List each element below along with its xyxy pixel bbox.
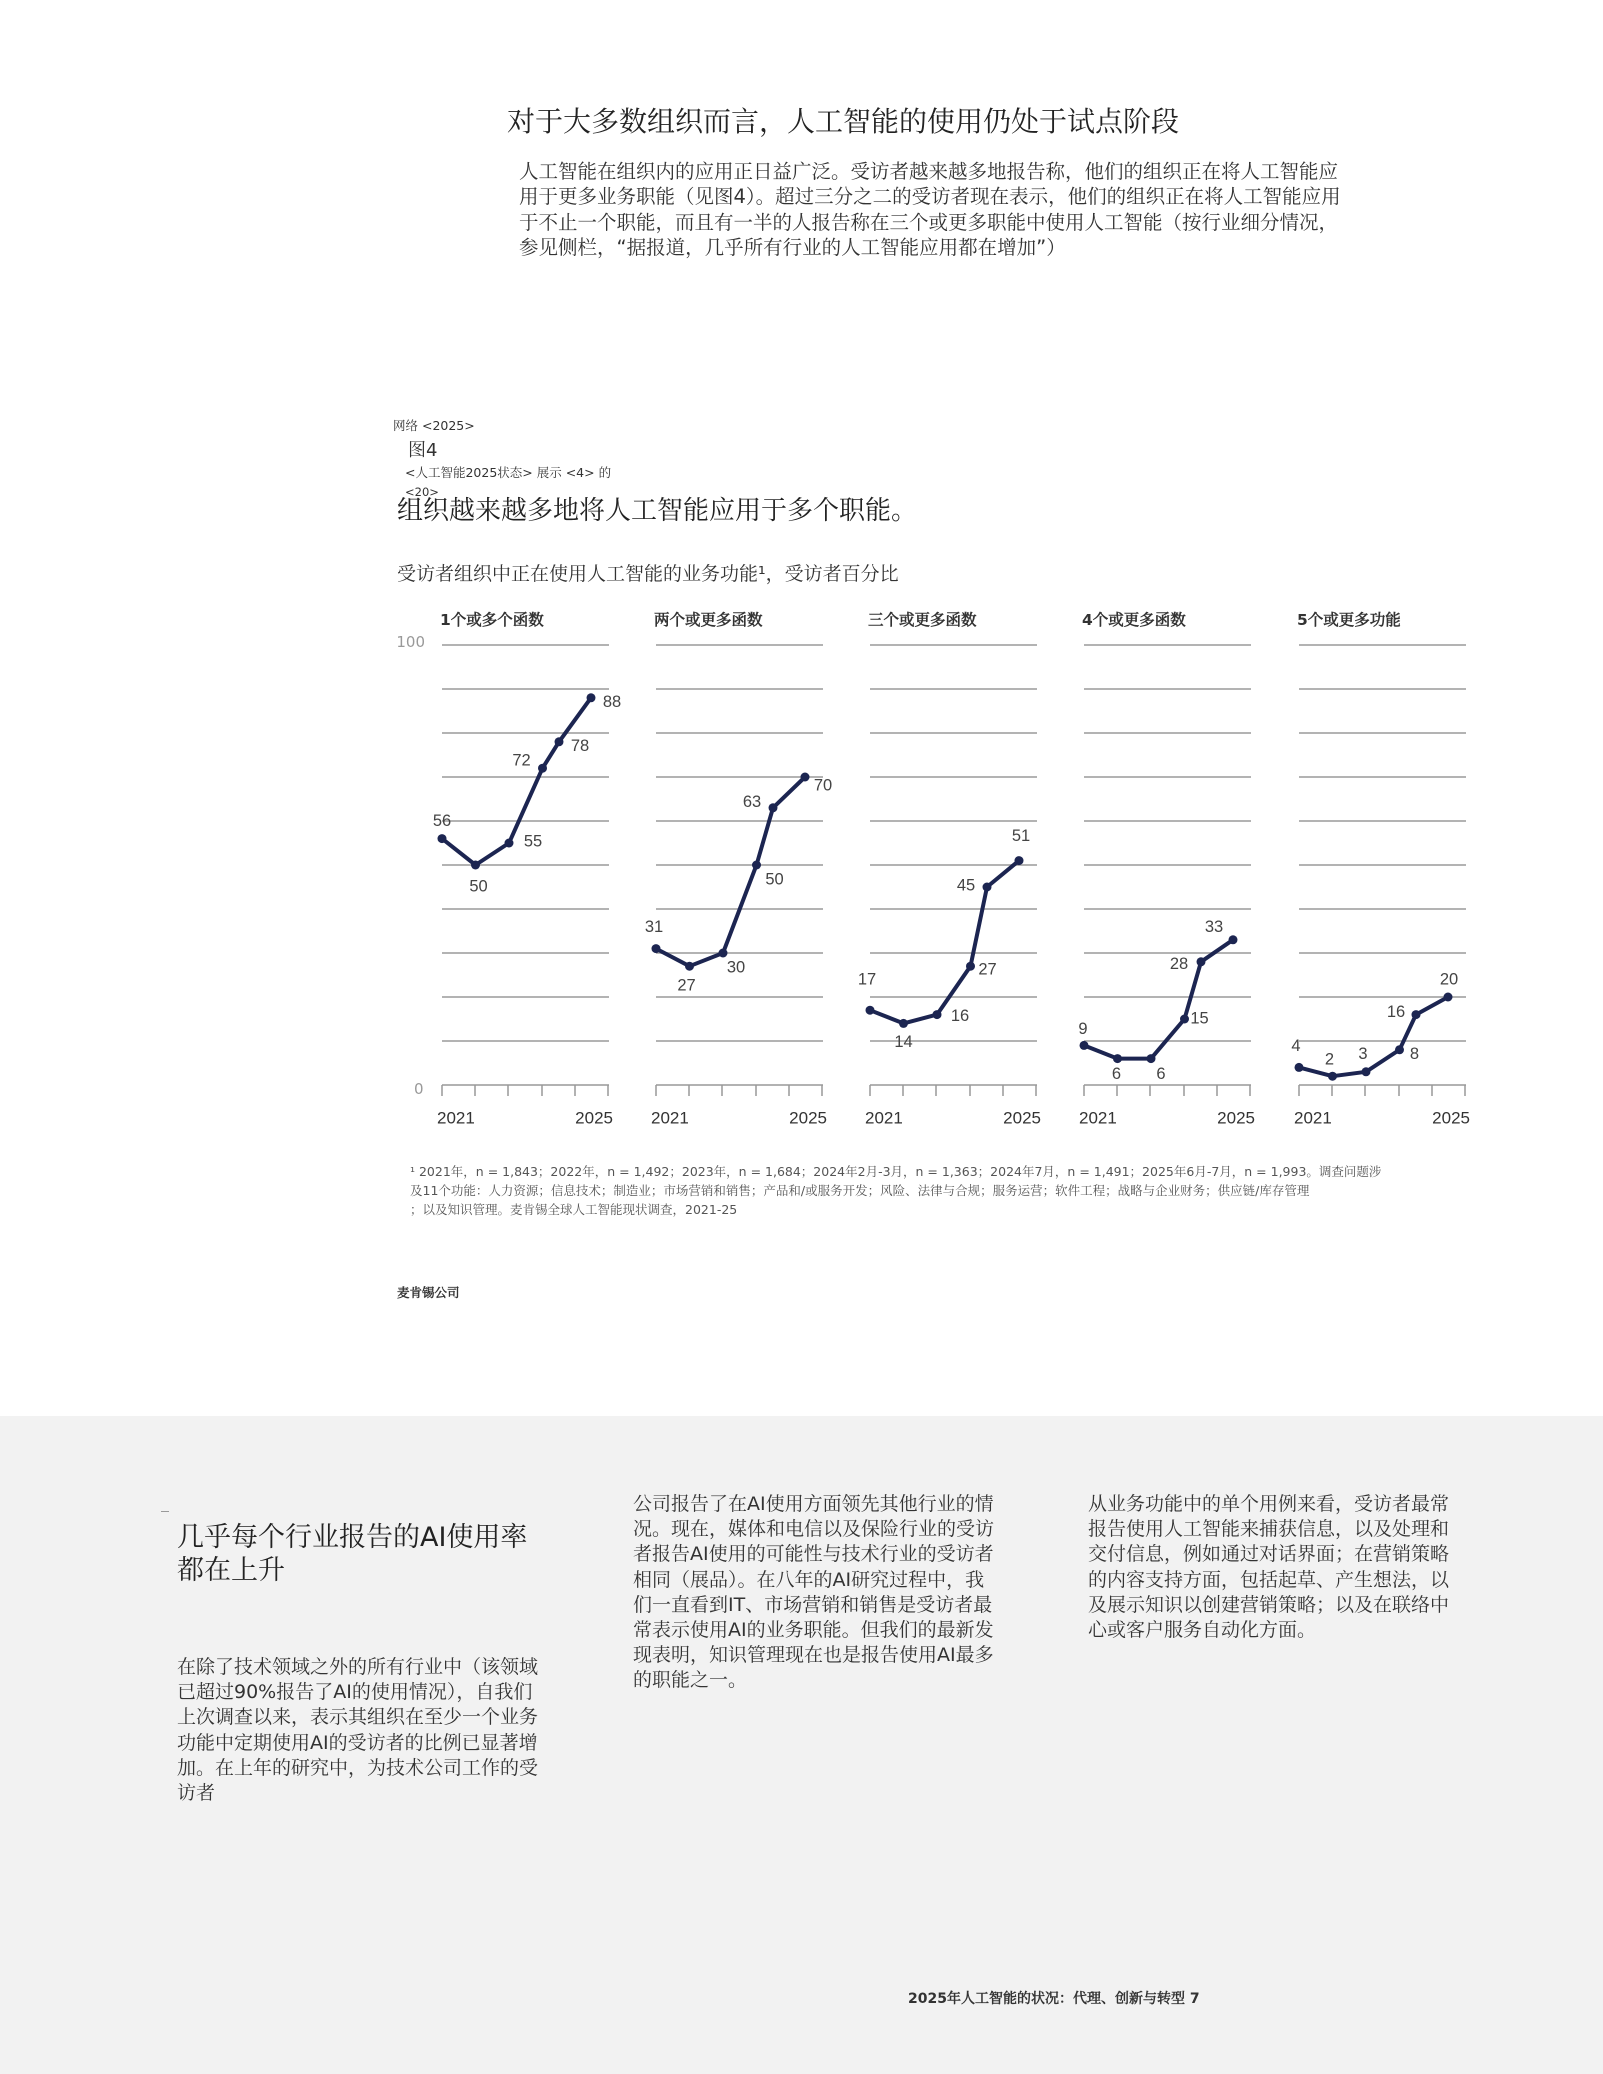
- data-label: 70: [813, 776, 833, 795]
- sidebar-line: 在除了技术领域之外的所有行业中（该领域: [177, 1656, 539, 1678]
- data-point: [1147, 1054, 1156, 1063]
- x-tick-label-last: 2025: [575, 1108, 613, 1128]
- data-point: [752, 861, 761, 870]
- figure-meta-code: <20>: [405, 485, 439, 499]
- data-point: [1295, 1063, 1304, 1072]
- x-tick-label-first: 2021: [1079, 1108, 1117, 1128]
- data-label: 6: [1111, 1064, 1122, 1083]
- data-point: [1362, 1067, 1371, 1076]
- page-footer: 2025年人工智能的状况：代理、创新与转型 7: [908, 1991, 1200, 2007]
- data-point: [719, 949, 728, 958]
- data-label: 51: [1011, 826, 1031, 845]
- footnote-line: ¹ 2021年，n = 1,843；2022年，n = 1,492；2023年，n = 1,684；2024年2月-3月，n = 1,363；2024年7月，n = 1,491；2025年6月-7月，n = 1,993。调查问题涉: [410, 1164, 1382, 1179]
- sidebar-line: 相同（展品）。在八年的AI研究过程中，我: [633, 1568, 985, 1591]
- small-multiples-line-chart: [380, 630, 1500, 1150]
- data-point: [899, 1019, 908, 1028]
- sidebar-line: 报告使用人工智能来捕获信息，以及处理和: [1088, 1518, 1450, 1541]
- x-tick-label-last: 2025: [789, 1108, 827, 1128]
- paragraph-line: 于不止一个职能，而且有一半的人报告称在三个或更多职能中使用人工智能（按行业细分情况，: [519, 210, 1339, 234]
- data-point: [438, 834, 447, 843]
- data-label: 50: [469, 877, 488, 896]
- section-title: 对于大多数组织而言，人工智能的使用仍处于试点阶段: [507, 105, 1180, 138]
- data-label: 8: [1409, 1045, 1420, 1064]
- data-label: 16: [950, 1006, 970, 1025]
- figure-number: 图4: [408, 440, 438, 461]
- paragraph-line: 人工智能在组织内的应用正日益广泛。受访者越来越多地报告称，他们的组织正在将人工智能应: [519, 160, 1339, 183]
- data-label: 56: [432, 811, 452, 830]
- sidebar-line: 已超过90%报告了AI的使用情况），自我们: [177, 1681, 533, 1704]
- x-tick-label-first: 2021: [865, 1108, 903, 1128]
- data-point: [471, 861, 480, 870]
- sidebar-line: 者报告AI使用的可能性与技术行业的受访者: [633, 1543, 994, 1566]
- sidebar-line: 功能中定期使用AI的受访者的比例已显著增: [177, 1731, 538, 1754]
- figure-meta-line: <人工智能2025状态> 展示 <4> 的: [405, 465, 612, 480]
- paragraph-line: 用于更多业务职能（见图4）。超过三分之二的受访者现在表示，他们的组织正在将人工智能应用: [519, 185, 1341, 209]
- sidebar-line: 的职能之一。: [633, 1669, 748, 1692]
- sidebar-line: 从业务功能中的单个用例来看，受访者最常: [1088, 1493, 1450, 1515]
- data-label: 9: [1078, 1019, 1088, 1038]
- sidebar-title-line: 几乎每个行业报告的AI使用率: [177, 1522, 528, 1553]
- data-label: 27: [677, 976, 696, 995]
- data-label: 45: [956, 876, 976, 895]
- panel-title-1-or-more: 1个或多个函数: [440, 611, 544, 629]
- sidebar-line: 公司报告了在AI使用方面领先其他行业的情: [633, 1493, 994, 1515]
- series-line: [442, 698, 591, 865]
- data-label: 33: [1204, 918, 1224, 937]
- data-point: [538, 764, 547, 773]
- footnote-line: ；以及知识管理。麦肯锡全球人工智能现状调查，2021-25: [410, 1202, 738, 1217]
- data-point: [866, 1006, 875, 1015]
- panel-title-3-or-more: 三个或更多函数: [868, 611, 977, 629]
- sidebar-line: 心或客户服务自动化方面。: [1088, 1619, 1317, 1642]
- paragraph-line: 参见侧栏，“据报道，几乎所有行业的人工智能应用都在增加”）: [519, 235, 1066, 259]
- data-label: 88: [602, 693, 622, 712]
- series-line: [870, 861, 1019, 1024]
- data-label: 72: [512, 751, 531, 770]
- data-point: [1412, 1010, 1421, 1019]
- data-point: [685, 962, 694, 971]
- panel-title-4-or-more: 4个或更多函数: [1082, 611, 1186, 629]
- footnote-line: 及11个功能：人力资源；信息技术；制造业；市场营销和销售；产品和/或服务开发；风险、法律与合规；服务运营；软件工程；战略与企业财务；供应链/库存管理: [410, 1183, 1310, 1198]
- data-point: [769, 803, 778, 812]
- sidebar-line: 现表明，知识管理现在也是报告使用AI最多: [633, 1644, 994, 1667]
- data-label: 55: [523, 832, 543, 851]
- x-tick-label-last: 2025: [1003, 1108, 1041, 1128]
- data-label: 28: [1169, 955, 1189, 974]
- data-label: 15: [1190, 1009, 1209, 1028]
- x-tick-label-last: 2025: [1432, 1108, 1470, 1128]
- data-point: [1444, 993, 1453, 1002]
- data-label: 50: [765, 870, 784, 889]
- data-point: [505, 839, 514, 848]
- data-label: 30: [726, 958, 746, 977]
- figure-footnote: [410, 1162, 1381, 1219]
- sidebar-line: 况。现在，媒体和电信以及保险行业的受访: [633, 1518, 995, 1541]
- data-label: 31: [644, 917, 664, 936]
- sidebar-line: 访者: [177, 1782, 216, 1805]
- chart-subtitle: 受访者组织中正在使用人工智能的业务功能¹，受访者百分比: [397, 563, 899, 585]
- data-label: 27: [978, 960, 997, 979]
- data-point: [555, 737, 564, 746]
- y-axis-label-min: 0: [414, 1080, 424, 1098]
- data-point: [587, 693, 596, 702]
- x-tick-label-last: 2025: [1217, 1108, 1255, 1128]
- figure-source-tag: 网络 <2025>: [393, 418, 475, 433]
- data-label: 14: [894, 1032, 913, 1051]
- data-point: [1080, 1041, 1089, 1050]
- x-tick-label-first: 2021: [437, 1108, 475, 1128]
- sidebar-line: 常表示使用AI的业务职能。但我们的最新发: [633, 1619, 994, 1642]
- x-tick-label-first: 2021: [1294, 1108, 1332, 1128]
- y-axis-label-max: 100: [396, 633, 425, 651]
- sidebar-column-1: [177, 1655, 538, 1806]
- data-label: 3: [1358, 1045, 1368, 1064]
- sidebar-line: 交付信息，例如通过对话界面；在营销策略: [1088, 1543, 1450, 1566]
- series-line: [1299, 997, 1448, 1076]
- data-point: [1197, 957, 1206, 966]
- x-tick-label-first: 2021: [651, 1108, 689, 1128]
- sidebar-column-2: [633, 1492, 994, 1694]
- data-label: 6: [1156, 1064, 1166, 1083]
- sidebar-line: 们一直看到IT、市场营销和销售是受访者最: [633, 1593, 993, 1616]
- sidebar-column-3: [1088, 1492, 1449, 1643]
- panel-title-5-or-more: 5个或更多功能: [1297, 611, 1401, 629]
- data-point: [1229, 935, 1238, 944]
- sidebar-line: 上次调查以来，表示其组织在至少一个业务: [177, 1706, 539, 1729]
- sidebar-marker: [161, 1511, 169, 1512]
- data-point: [1395, 1045, 1404, 1054]
- chart-title: 组织越来越多地将人工智能应用于多个职能。: [397, 496, 918, 526]
- data-label: 17: [857, 970, 877, 989]
- data-label: 2: [1324, 1050, 1335, 1069]
- intro-paragraph: [519, 159, 1341, 260]
- panel-title-2-or-more: 两个或更多函数: [654, 611, 763, 629]
- data-label: 4: [1291, 1036, 1301, 1055]
- data-label: 16: [1386, 1002, 1406, 1021]
- data-point: [933, 1010, 942, 1019]
- data-point: [1113, 1054, 1122, 1063]
- data-point: [801, 773, 810, 782]
- sidebar-title-line: 都在上升: [177, 1555, 285, 1586]
- data-point: [983, 883, 992, 892]
- data-point: [1328, 1072, 1337, 1081]
- data-point: [652, 944, 661, 953]
- sidebar-line: 加。在上年的研究中，为技术公司工作的受: [177, 1756, 539, 1779]
- sidebar-title: [177, 1521, 527, 1587]
- data-label: 78: [570, 737, 590, 756]
- sidebar-line: 的内容支持方面，包括起草、产生想法，以: [1088, 1568, 1450, 1591]
- data-point: [1015, 856, 1024, 865]
- data-point: [966, 962, 975, 971]
- data-point: [1180, 1015, 1189, 1024]
- figure-credit: 麦肯锡公司: [397, 1285, 460, 1300]
- data-label: 20: [1439, 970, 1459, 989]
- sidebar-line: 及展示知识以创建营销策略；以及在联络中: [1088, 1593, 1450, 1616]
- data-label: 63: [742, 793, 762, 812]
